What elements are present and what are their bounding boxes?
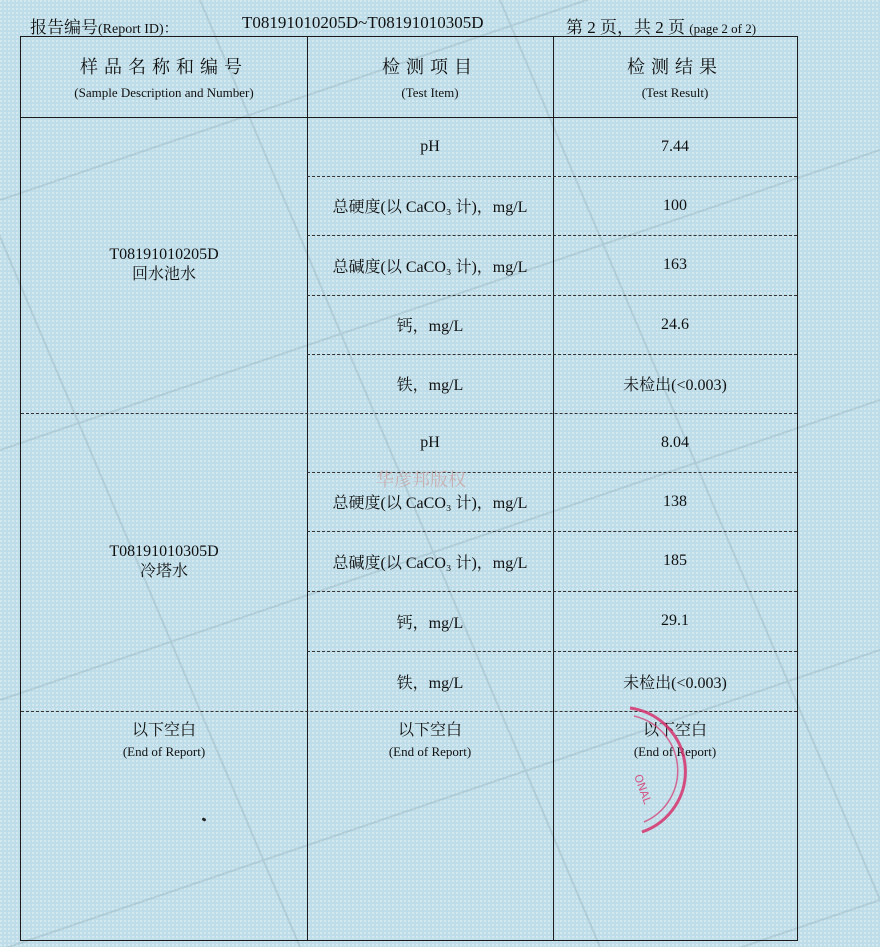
- report-ids: T08191010205D~T08191010305D: [242, 13, 484, 32]
- column-header-sample: 样品名称和编号 (Sample Description and Number): [74, 57, 254, 100]
- svg-text:ONAL: ONAL: [631, 772, 654, 806]
- test-item: 总硬度(以 CaCO₃ 计)，mg/L: [332, 495, 528, 512]
- column-header-item: 检测项目 (Test Item): [382, 57, 478, 100]
- sample-cell: [21, 117, 307, 413]
- sample-divider: [21, 711, 797, 712]
- test-result: 7.44: [661, 137, 689, 155]
- test-item: 铁，mg/L: [396, 674, 464, 692]
- sample-id: T08191010205D: [109, 246, 219, 263]
- test-item: pH: [420, 433, 440, 451]
- sample-id: T08191010305D: [109, 543, 219, 560]
- copyright-mark: 华彦邦版权: [376, 470, 466, 491]
- test-result: 29.1: [661, 612, 689, 629]
- test-item: 总碱度(以 CaCO₃ 计)，mg/L: [332, 554, 528, 572]
- test-item: 钙，mg/L: [396, 318, 464, 335]
- end-of-report-result: 以下空白 (End of Report): [633, 722, 717, 759]
- column-header-result: 检测结果 (Test Result): [627, 57, 723, 100]
- test-item: 总硬度(以 CaCO₃ 计)，mg/L: [332, 199, 528, 216]
- test-result: 100: [663, 196, 687, 214]
- test-result: 未检出(<0.003): [623, 674, 727, 692]
- test-item: pH: [420, 137, 440, 155]
- end-of-report-item: 以下空白 (End of Report): [388, 722, 472, 759]
- test-result: 未检出(<0.003): [623, 377, 727, 394]
- test-result: 138: [663, 492, 687, 510]
- test-result: 185: [663, 552, 687, 569]
- test-result: 163: [663, 256, 687, 273]
- sample-name: 回水池水: [131, 266, 196, 283]
- test-result: 24.6: [661, 315, 689, 333]
- sample-name: 冷塔水: [139, 563, 188, 580]
- end-of-report-sample: 以下空白 (End of Report): [122, 722, 206, 759]
- report-header: [30, 9, 860, 35]
- test-item: 总碱度(以 CaCO₃ 计)，mg/L: [332, 258, 528, 276]
- test-item: 钙，mg/L: [396, 614, 464, 632]
- report-id-label: 报告编号(Report ID)：: [30, 18, 178, 37]
- sample-cell: [21, 413, 307, 711]
- page-indicator: 第 2 页，共 2 页 (page 2 of 2): [566, 18, 757, 37]
- test-item: 铁，mg/L: [396, 377, 464, 394]
- test-result: 8.04: [661, 433, 689, 451]
